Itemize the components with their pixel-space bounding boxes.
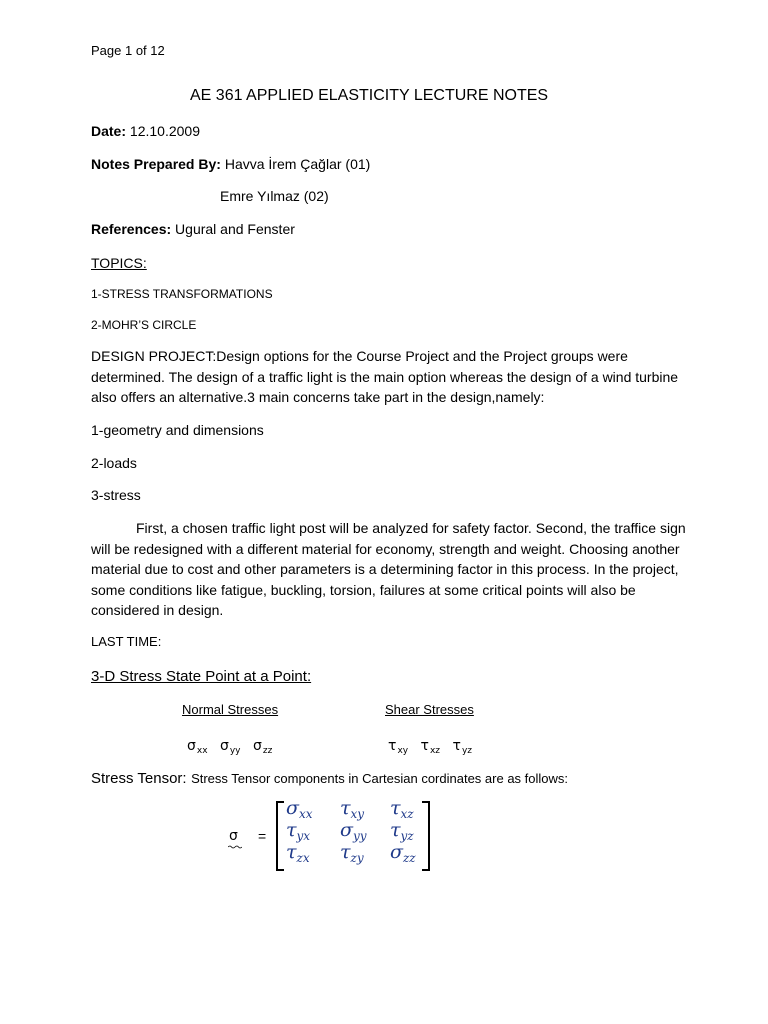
matrix-cell-tau-zx: $\tau_{zx}$ <box>286 841 310 865</box>
design-project-paragraph: DESIGN PROJECT:Design options for the Course Project and the Project groups were determined. The design of a traffic light is the main option whereas the design of a wind turbine also offers an alternative.3 main concerns take part in the design,namely: <box>91 348 679 405</box>
concern-item-1: 1-geometry and dimensions <box>91 422 264 438</box>
prepared-by-line <box>91 156 370 172</box>
topic-item-1: 1-STRESS TRANSFORMATIONS <box>91 287 273 301</box>
references-value: Ugural and Fenster <box>175 221 295 237</box>
tau-xz: $\tau_{xz}$ <box>420 738 441 756</box>
page-number: Page 1 of 12 <box>91 43 165 58</box>
tensor-symbol: σ <box>229 828 238 844</box>
concern-item-3: 3-stress <box>91 487 141 503</box>
matrix-cell-tau-xy: $\tau_{xy}$ <box>340 797 365 821</box>
topic-item-2: 2-MOHR’S CIRCLE <box>91 318 197 332</box>
shear-stress-symbols <box>388 737 472 756</box>
matrix-left-bracket <box>276 801 284 871</box>
date-label: Date: <box>91 123 127 139</box>
stress-tensor-label: Stress Tensor: <box>91 770 187 787</box>
prepared-label: Notes Prepared By: <box>91 156 221 172</box>
author-2: Emre Yılmaz (02) <box>220 188 329 204</box>
matrix-cell-tau-xz: $\tau_{xz}$ <box>390 797 414 821</box>
matrix-cell-sigma-yy: $\sigma_{yy}$ <box>340 819 367 843</box>
matrix-cell-tau-yz: $\tau_{yz}$ <box>390 819 414 843</box>
stress-tensor-text: Stress Tensor components in Cartesian cordinates are as follows: <box>191 771 569 786</box>
tensor-underline-tilde <box>228 845 242 849</box>
normal-stresses-heading: Normal Stresses <box>182 702 279 717</box>
stress-tensor-matrix <box>276 797 430 869</box>
body-paragraph: First, a chosen traffic light post will be analyzed for safety factor. Second, the traffice sign will be redesigned with a different material for economy, strength and weight. Choosing another material due to cost and other parameters is a determining factor in this process. In the project, some conditions like fatigue, buckling, torsion, failures at some critical points will also be considered in design. <box>91 520 686 618</box>
author-1: Havva İrem Çağlar (01) <box>224 156 371 172</box>
stress-state-heading: 3-D Stress State Point at a Point: <box>91 668 312 685</box>
matrix-right-bracket <box>422 801 430 871</box>
stress-tensor-line <box>91 770 568 788</box>
matrix-cell-tau-yx: $\tau_{yx}$ <box>286 819 311 843</box>
matrix-cell-tau-zy: $\tau_{zy}$ <box>340 841 364 865</box>
tau-xy: $\tau_{xy}$ <box>388 738 409 756</box>
tau-yz: $\tau_{yz}$ <box>452 738 472 756</box>
equals-sign: = <box>258 828 267 844</box>
sigma-zz: $\sigma_{zz}$ <box>252 738 273 756</box>
references-label: References: <box>91 221 172 237</box>
last-time-label: LAST TIME: <box>91 634 162 649</box>
document-title: AE 361 APPLIED ELASTICITY LECTURE NOTES <box>190 87 549 104</box>
date-line <box>91 123 200 139</box>
sigma-xx: $\sigma_{xx}$ <box>187 738 208 756</box>
matrix-cell-sigma-xx: $\sigma_{xx}$ <box>286 797 313 821</box>
date-value: 12.10.2009 <box>129 123 200 139</box>
concern-item-2: 2-loads <box>91 455 137 471</box>
references-line <box>91 221 295 237</box>
shear-stresses-heading: Shear Stresses <box>385 702 474 717</box>
matrix-cell-sigma-zz: $\sigma_{zz}$ <box>390 841 416 865</box>
normal-stress-symbols <box>187 737 272 756</box>
topics-heading: TOPICS: <box>91 255 147 271</box>
sigma-yy: $\sigma_{yy}$ <box>219 738 241 756</box>
